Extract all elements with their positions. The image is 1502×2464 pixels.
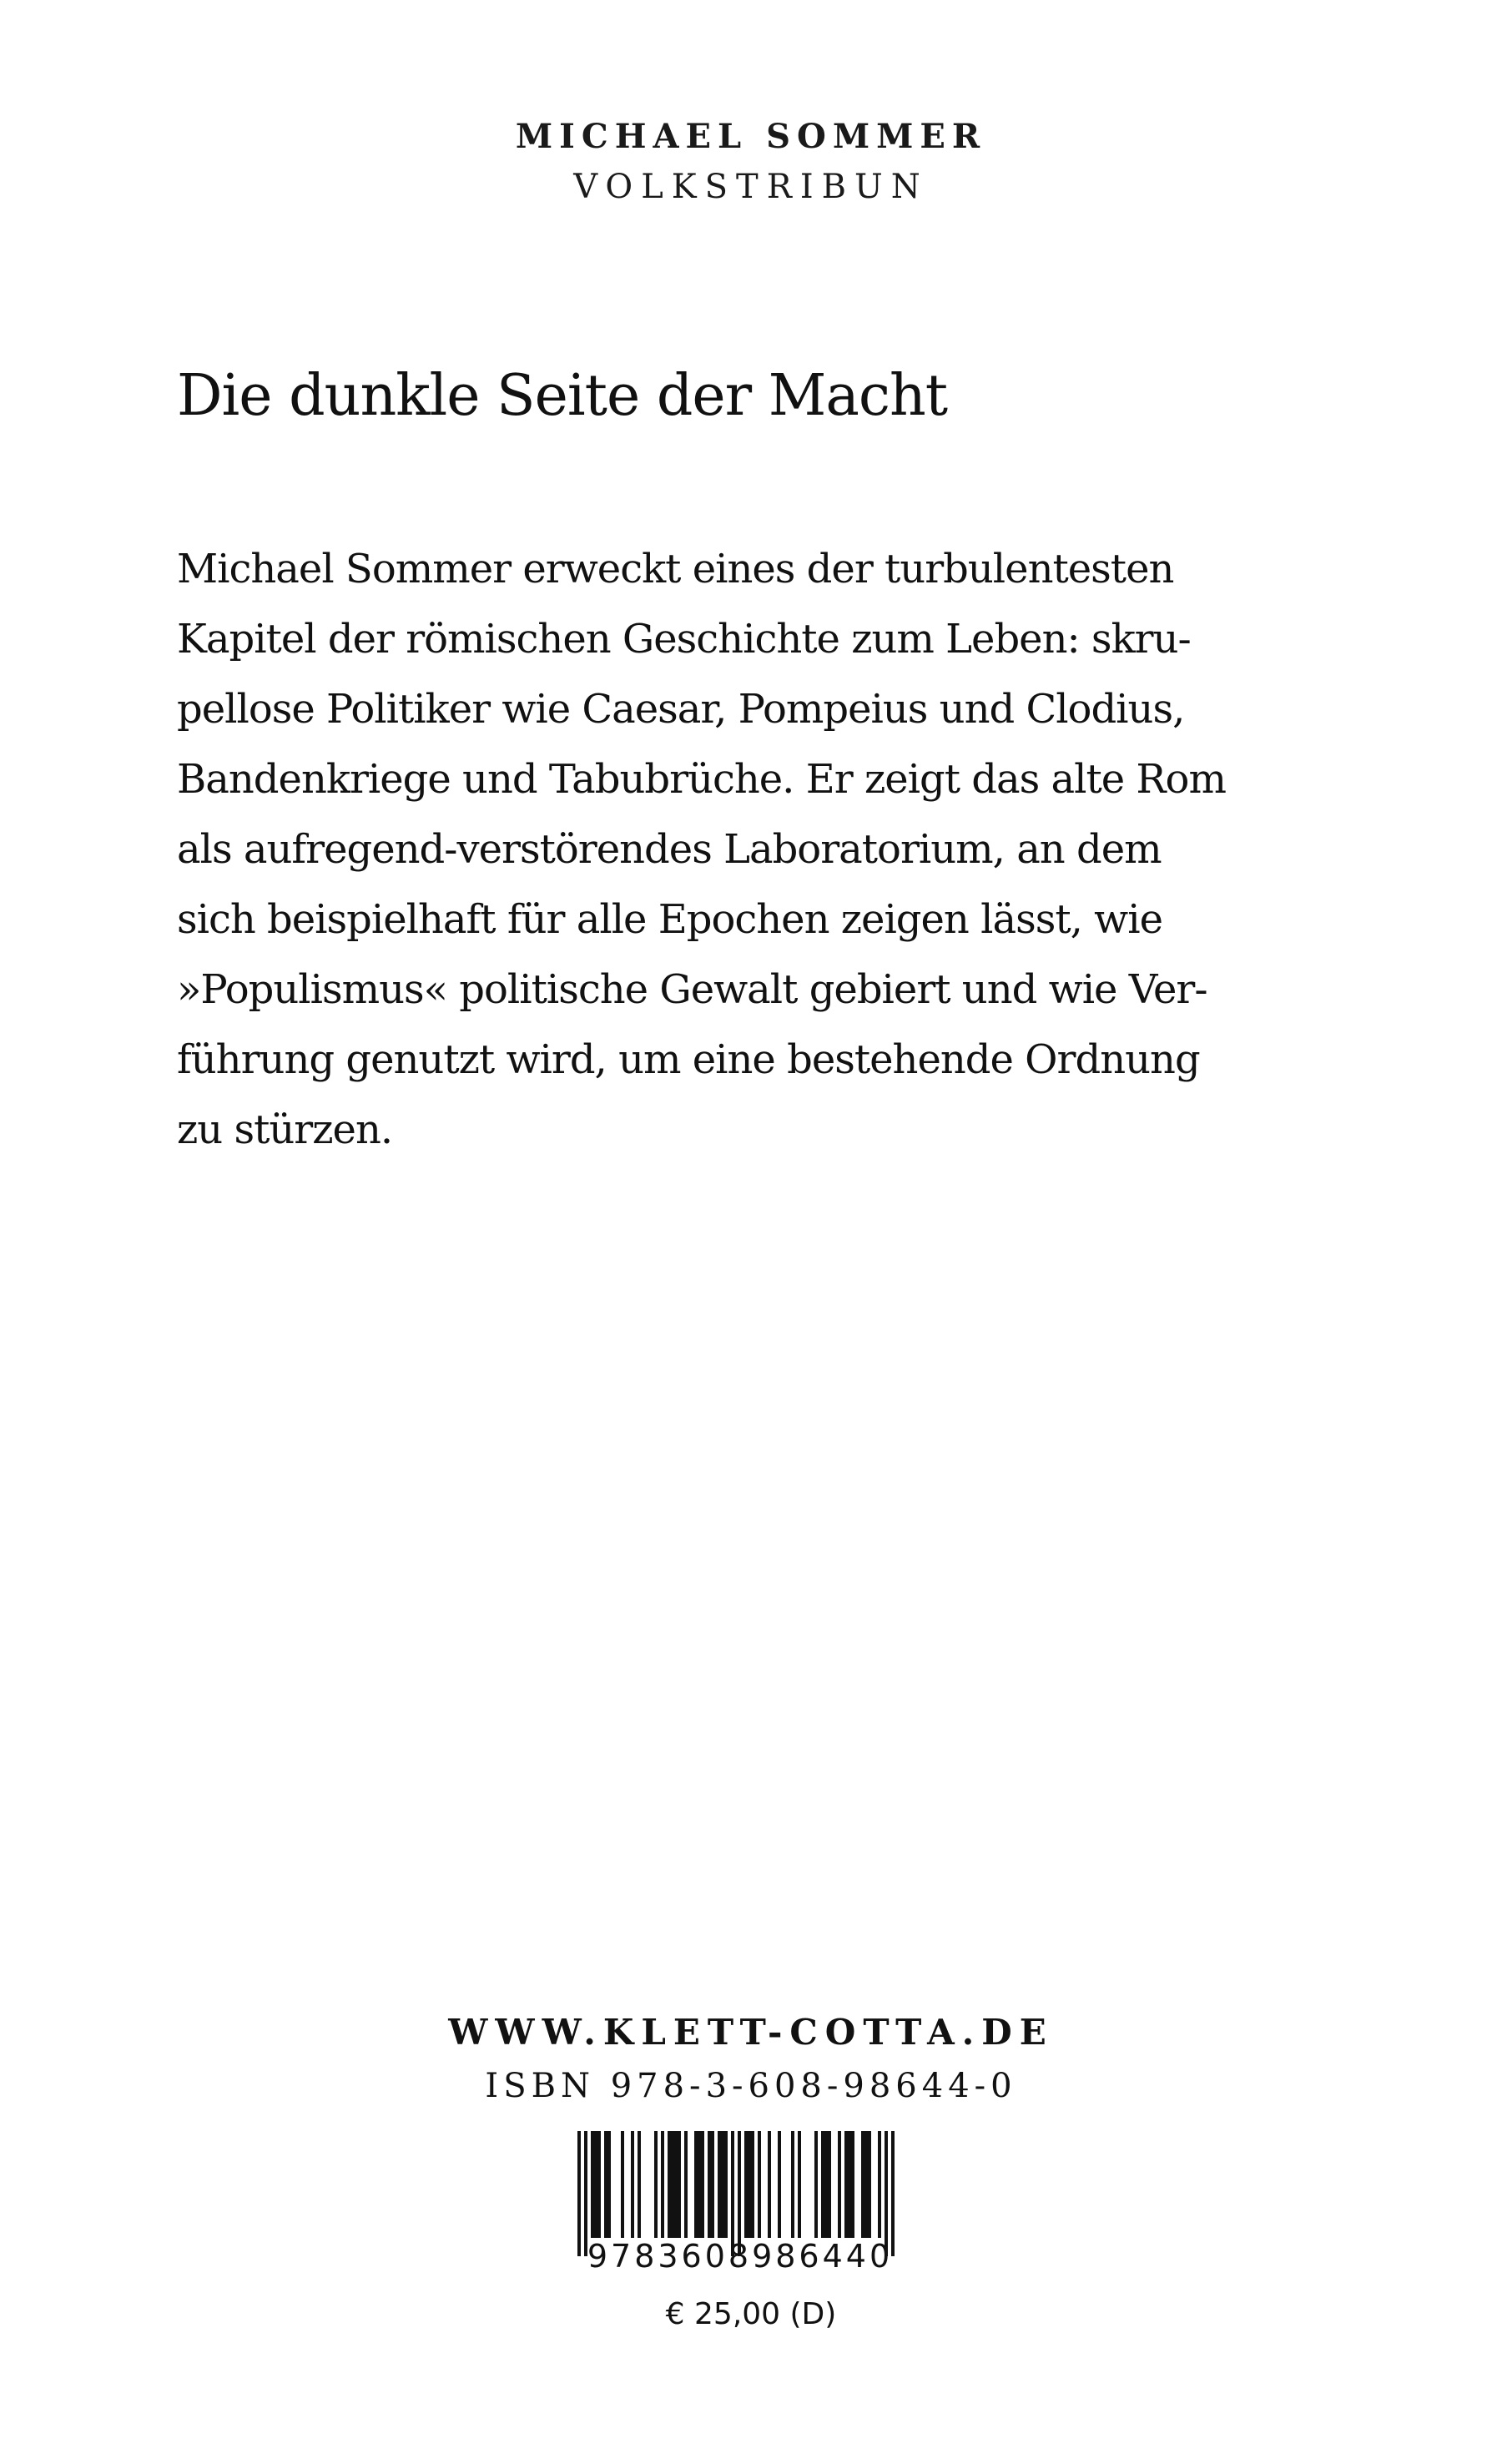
barcode-bar [698, 2131, 701, 2238]
barcode-bar [594, 2131, 597, 2238]
barcode-bar [607, 2131, 611, 2238]
barcode-bar [724, 2131, 728, 2238]
blurb-line: Michael Sommer erweckt eines der turbulentesten [177, 546, 1174, 592]
publisher-website[interactable]: WWW.KLETT-COTTA.DE [448, 2012, 1054, 2053]
blurb-line: »Populismus« politische Gewalt gebiert und wie Ver- [177, 966, 1207, 1013]
barcode-bar [694, 2131, 698, 2238]
barcode-bar [654, 2131, 658, 2238]
barcode-bar [748, 2131, 751, 2238]
blurb-line: Bandenkriege und Tabubrüche. Er zeigt das alte Rom [177, 756, 1226, 803]
blurb-line: Kapitel der römischen Geschichte zum Leben: skru- [177, 616, 1191, 663]
barcode-bar [744, 2131, 748, 2238]
blurb-line: als aufregend-verstörendes Laboratorium, an dem [177, 826, 1162, 873]
barcode-bar [701, 2131, 704, 2238]
barcode-bar [798, 2131, 801, 2238]
barcode-bar [591, 2131, 594, 2238]
barcode-bar [721, 2131, 724, 2238]
barcode-bar [661, 2131, 664, 2238]
barcode-bar [638, 2131, 641, 2238]
barcode-bar [878, 2131, 881, 2238]
barcode-bar [678, 2131, 681, 2238]
barcode-bar [821, 2131, 824, 2238]
barcode-bar [864, 2131, 868, 2238]
barcode-bar [758, 2131, 761, 2238]
barcode-bar [868, 2131, 871, 2238]
barcode-bar [708, 2131, 711, 2238]
barcode-bar [851, 2131, 854, 2238]
barcode-bar [718, 2131, 721, 2238]
blurb-line: führung genutzt wird, um eine bestehende Ordnung [177, 1036, 1200, 1083]
barcode-bar [674, 2131, 678, 2238]
barcode-bar [844, 2131, 848, 2238]
barcode-bar [751, 2131, 754, 2238]
barcode-digits: 9783608986440 [587, 2238, 894, 2275]
barcode-bar [711, 2131, 714, 2238]
isbn-number: ISBN 978-3-608-98644-0 [485, 2067, 1017, 2105]
barcode-bar [604, 2131, 607, 2238]
barcode-bar [778, 2131, 781, 2238]
cover-header [0, 115, 1502, 209]
barcode-bar [768, 2131, 771, 2238]
barcode [544, 2131, 936, 2290]
price: € 25,00 (D) [665, 2297, 837, 2331]
book-title: VOLKSTRIBUN [573, 168, 929, 206]
barcode-bar [848, 2131, 851, 2238]
barcode-bar [631, 2131, 634, 2238]
blurb-line: pellose Politiker wie Caesar, Pompeius und Clodius, [177, 686, 1185, 733]
headline: Die dunkle Seite der Macht [177, 363, 948, 429]
barcode-bar [791, 2131, 794, 2238]
cover-footer [0, 2008, 1502, 2109]
barcode-bar [861, 2131, 864, 2238]
blurb-text [177, 534, 1362, 1165]
blurb-line: sich beispielhaft für alle Epochen zeigen lässt, wie [177, 896, 1162, 943]
barcode-bar [684, 2131, 688, 2238]
barcode-bar [828, 2131, 831, 2238]
barcode-bar [671, 2131, 674, 2238]
barcode-bar [824, 2131, 828, 2238]
barcode-bar [621, 2131, 624, 2238]
barcode-bar [597, 2131, 601, 2238]
barcode-bar [668, 2131, 671, 2238]
author-name: MICHAEL SOMMER [515, 117, 987, 156]
barcode-bar [814, 2131, 818, 2238]
blurb-line: zu stürzen. [177, 1106, 393, 1153]
barcode-bar [838, 2131, 841, 2238]
